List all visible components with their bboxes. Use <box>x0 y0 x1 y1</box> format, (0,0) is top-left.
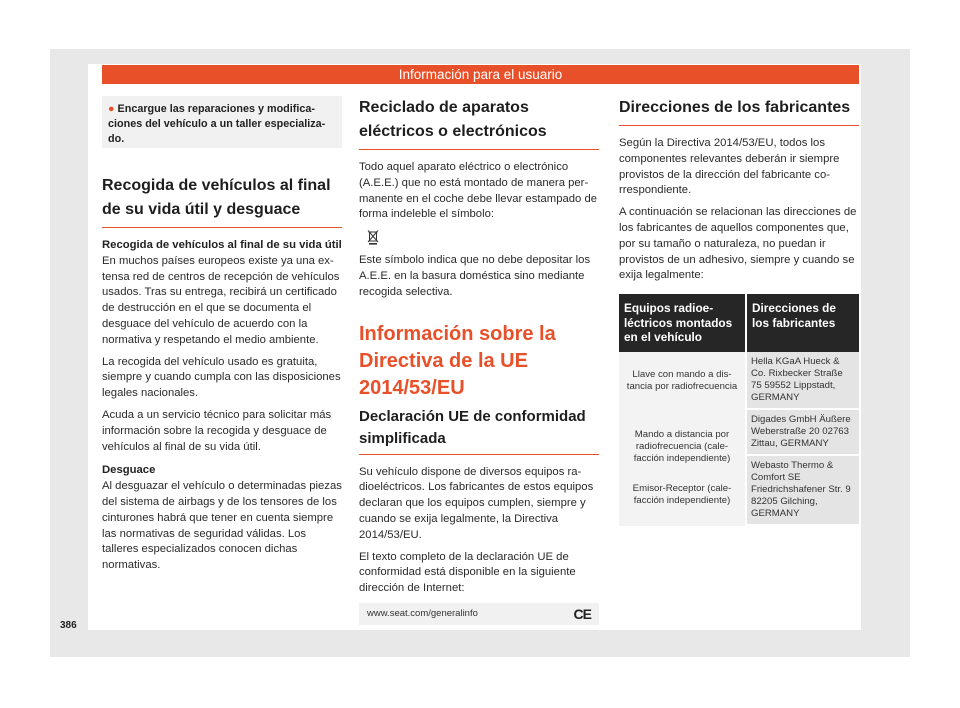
table-cell-device-group <box>619 410 747 526</box>
table-cell-device: Emisor-Receptor (calefacción independiente) <box>632 482 732 506</box>
table-cell-device: Mando a distancia por radiofrecuencia (calefacción independiente) <box>633 428 731 464</box>
table-cell-address: Webasto Thermo & Comfort SE Friedrichshafener Str. 9 82205 Gilching, GERMANY <box>747 456 859 526</box>
paragraph: Su vehículo dispone de diversos equipos radioeléctricos. Los fabricantes de estos equipos declaran que los equipos cumplen, siempre y cuando se exija legalmente, la Directiva 2014/53/EU. <box>359 465 594 541</box>
column-1 <box>102 96 342 580</box>
warning-bullet <box>102 96 342 148</box>
orange-heading-directiva: Información sobre la Directiva de la UE 2014/53/EU <box>359 322 556 399</box>
page-number: 386 <box>60 620 77 631</box>
crossed-out-bin-icon <box>367 229 379 245</box>
paragraph: A continuación se relacionan las direcciones de los fabricantes de aquellos componentes que, por su tamaño o naturaleza, no puedan ir provistos de un adhesivo, siempre y cuando se exija legalmente: <box>619 206 857 282</box>
page-header: Información para el usuario <box>102 65 859 84</box>
subheading-desguace: Desguace <box>102 464 156 477</box>
table-header-devices: Equipos radioeléctricos montados en el vehículo <box>619 294 747 352</box>
column-2 <box>359 96 599 625</box>
section-heading-direcciones: Direcciones de los fabricantes <box>619 96 859 126</box>
subheading-recogida: Recogida de vehículos al final de su vida útil <box>102 239 342 251</box>
section-heading-recogida: Recogida de vehículos al final de su vida útil y desguace <box>102 174 342 228</box>
ce-mark-icon: CE <box>573 605 591 622</box>
section-heading-declaracion: Declaración UE de conformidad simplificada <box>359 406 599 455</box>
table-cell-address: Hella KGaA Hueck & Co. Rixbecker Straße 75 59552 Lippstadt, GERMANY <box>747 352 859 410</box>
paragraph: Al desguazar el vehículo o determinadas piezas del sistema de airbags y de los tensores de los cinturones habrá que tener en cuenta siempre las normativas de seguridad válidas. Los talleres especializados conocen dichas normativas. <box>102 480 342 572</box>
paragraph: La recogida del vehículo usado es gratuita, siempre y cuando cumpla con las disposiciones legales nacionales. <box>102 355 341 400</box>
paragraph: Según la Directiva 2014/53/EU, todos los componentes relevantes deberán ir siempre provistos de la dirección del fabricante correspondiente. <box>619 137 840 197</box>
table-header-row <box>619 294 859 352</box>
bullet-text: Encargue las reparaciones y modificaciones del vehículo a un taller especializado. <box>108 103 326 145</box>
section-heading-reciclado: Reciclado de aparatos eléctricos o electrónicos <box>359 96 599 150</box>
table-cell-address: Digades GmbH Äußere Weberstraße 20 02763 Zittau, GERMANY <box>747 410 859 456</box>
table-cell-device: Llave con mando a distancia por radiofrecuencia <box>619 352 747 410</box>
paragraph: El texto completo de la declaración UE de conformidad está disponible en la siguiente dirección de Internet: <box>359 550 576 595</box>
paragraph: Todo aquel aparato eléctrico o electrónico (A.E.E.) que no está montado de manera permanente en el coche debe llevar estampado de forma indeleble el símbolo: <box>359 161 598 221</box>
conformity-url[interactable]: www.seat.com/generalinfo <box>367 608 478 620</box>
table-header-addresses: Direcciones de los fabricantes <box>747 294 859 352</box>
column-3 <box>619 96 859 526</box>
url-box <box>359 603 599 625</box>
manufacturers-table <box>619 294 859 526</box>
paragraph: Acuda a un servicio técnico para solicitar más información sobre la recogida y desguace de vehículos al final de su vida útil. <box>102 408 332 453</box>
paragraph: Este símbolo indica que no debe depositar los A.E.E. en la basura doméstica sino mediante recogida selectiva. <box>359 254 591 298</box>
bullet-dot-icon: ● <box>108 103 118 115</box>
table-row <box>619 410 859 456</box>
table-row <box>619 352 859 410</box>
paragraph: En muchos países europeos existe ya una extensa red de centros de recepción de vehículos usados. Tras su entrega, recibirá un certificado de destrucción en el que se documenta el desguace del vehículo de acuerdo con la normativa y respetando el medio ambiente. <box>102 254 340 346</box>
